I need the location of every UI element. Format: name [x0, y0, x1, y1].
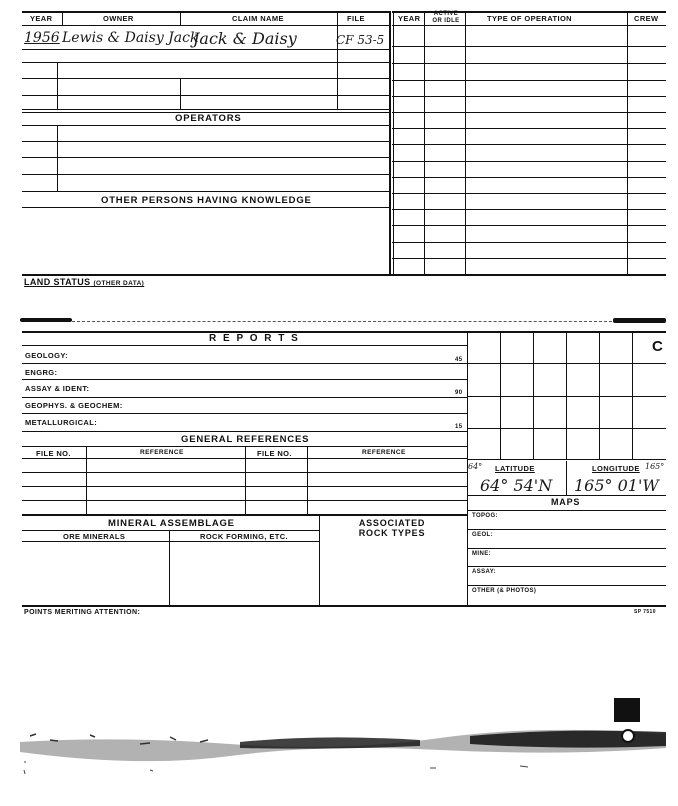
longitude-value: 165° 01'W	[574, 476, 659, 495]
latitude-note: 64°	[468, 462, 483, 471]
points-meriting-attention: POINTS MERITING ATTENTION:	[24, 609, 141, 616]
mineral-assemblage-title: MINERAL ASSEMBLAGE	[108, 518, 235, 529]
corner-mark: C	[652, 338, 664, 355]
land-status-subtext: (OTHER DATA)	[93, 280, 145, 287]
col-header-claim-name: CLAIM NAME	[232, 14, 284, 23]
col-header-crew: CREW	[634, 14, 659, 23]
longitude-note: 165°	[645, 462, 665, 471]
maps-topog: TOPOG:	[472, 513, 498, 519]
col-header-file: FILE	[347, 14, 365, 23]
associated-rock-types-title: ASSOCIATED ROCK TYPES	[358, 518, 426, 538]
report-label-geophys: GEOPHYS. & GEOCHEM:	[25, 401, 123, 410]
report-label-assay: ASSAY & IDENT:	[25, 384, 90, 393]
latitude-value: 64° 54'N	[480, 476, 553, 495]
report-label-metallurgical: METALLURGICAL:	[25, 418, 98, 427]
reports-title: R E P O R T S	[209, 333, 300, 344]
maps-mine: MINE:	[472, 551, 491, 557]
entry-year: 1956	[24, 30, 60, 46]
ref-header-reference-2: REFERENCE	[362, 449, 406, 456]
form-number: SP 7510	[634, 609, 656, 615]
report-label-geology: GEOLOGY:	[25, 351, 69, 360]
ref-header-file-no-2: FILE NO.	[257, 449, 292, 458]
operators-title: OPERATORS	[175, 113, 242, 124]
other-persons-title: OTHER PERSONS HAVING KNOWLEDGE	[101, 195, 312, 206]
entry-file: CF 53-5	[336, 33, 385, 47]
report-num-metallurgical: 15	[455, 424, 463, 430]
ore-minerals-header: ORE MINERALS	[63, 532, 126, 541]
maps-geol: GEOL:	[472, 532, 493, 538]
entry-claim-name: Jack & Daisy	[193, 29, 297, 48]
col-header-owner: OWNER	[103, 14, 134, 23]
longitude-label: LONGITUDE	[592, 464, 640, 473]
land-status-text: LAND STATUS	[24, 277, 91, 287]
col-header-year-ops: YEAR	[398, 14, 421, 23]
ref-header-file-no-1: FILE NO.	[36, 449, 71, 458]
report-num-assay: 90	[455, 390, 463, 396]
maps-assay: ASSAY:	[472, 569, 497, 575]
report-num-geology: 45	[455, 357, 463, 363]
rock-forming-header: ROCK FORMING, ETC.	[200, 532, 289, 541]
entry-owner: Lewis & Daisy Jack	[62, 30, 199, 46]
maps-title: MAPS	[551, 497, 581, 507]
maps-other: OTHER (& PHOTOS)	[472, 588, 537, 594]
report-label-engrg: ENGRG:	[25, 368, 58, 377]
general-references-title: GENERAL REFERENCES	[181, 434, 310, 445]
ref-header-reference-1: REFERENCE	[140, 449, 184, 456]
latitude-label: LATITUDE	[495, 464, 535, 473]
col-header-type-of-operation: TYPE OF OPERATION	[487, 14, 573, 23]
col-header-year: YEAR	[30, 14, 53, 23]
col-header-active-idle: ACTIVE OR IDLE	[432, 11, 460, 24]
